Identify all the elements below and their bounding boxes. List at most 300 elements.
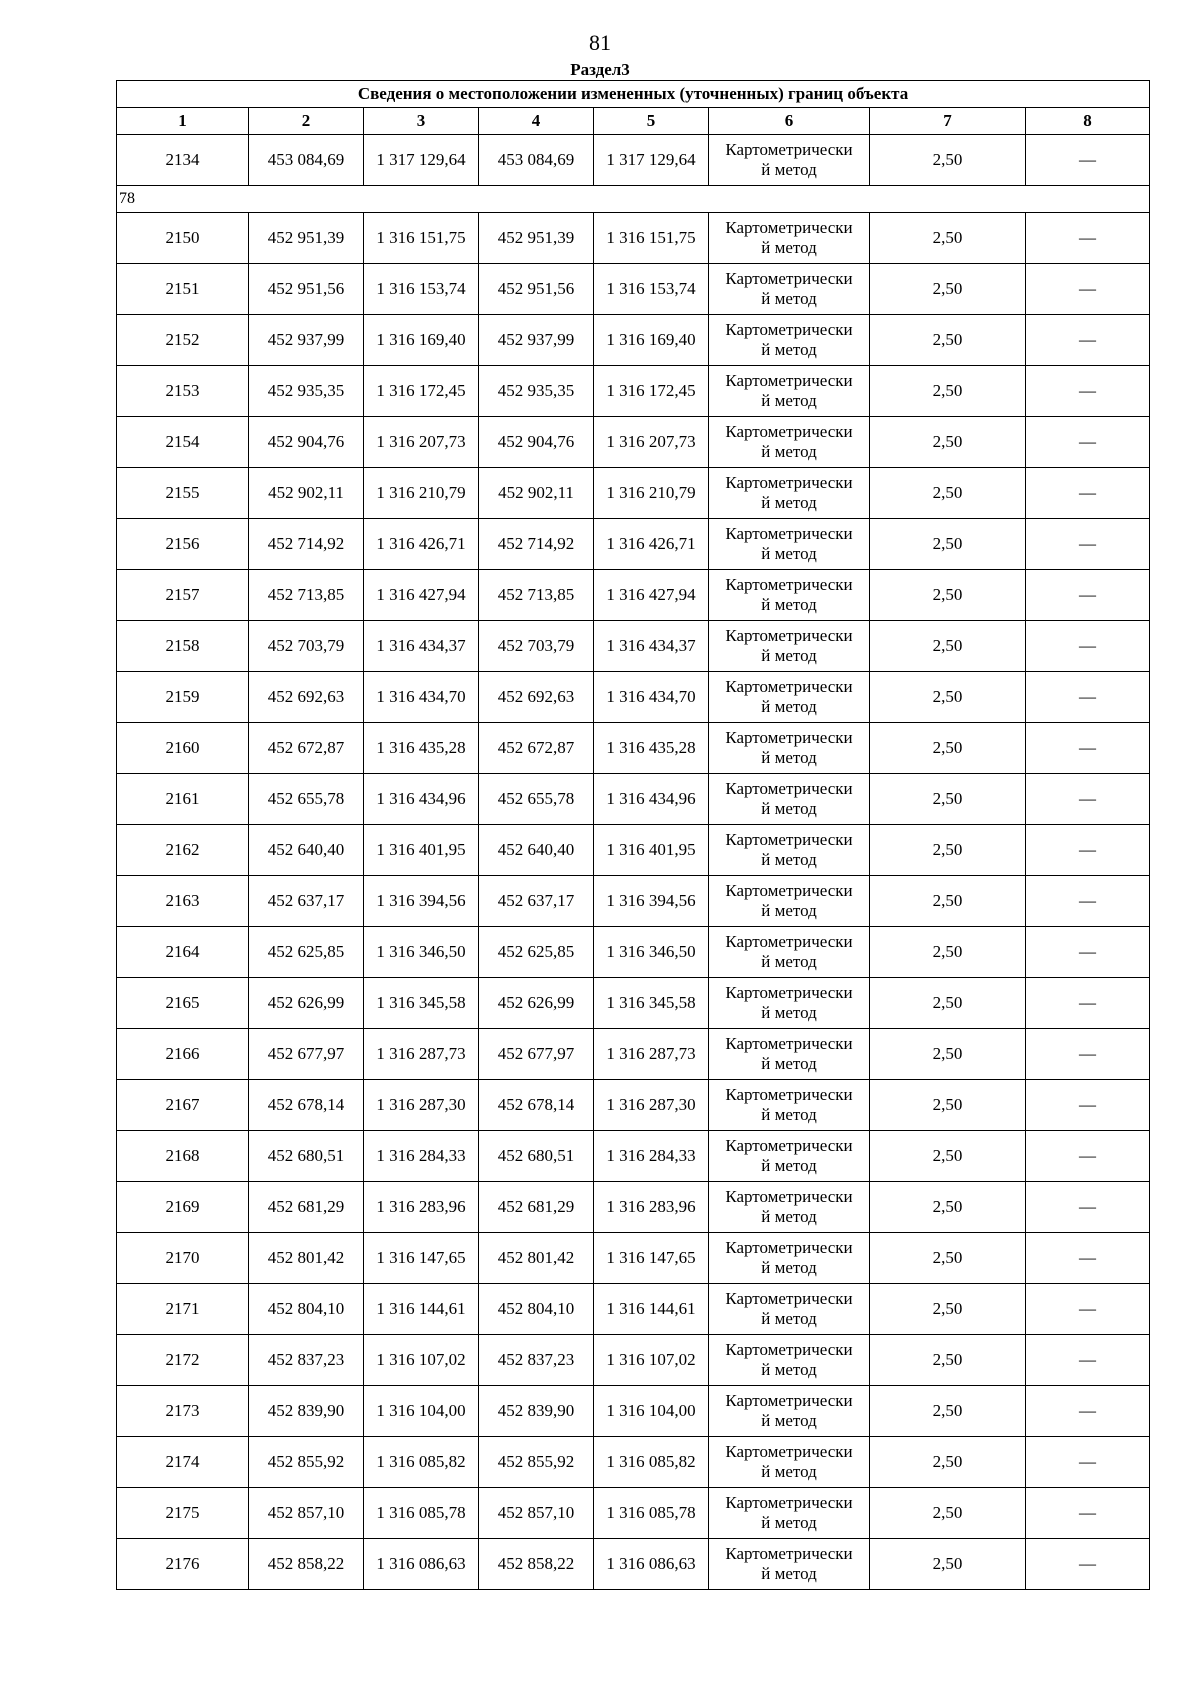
point-number-cell: 2161: [117, 774, 249, 825]
point-number-cell: 2174: [117, 1437, 249, 1488]
point-number-cell: 2166: [117, 1029, 249, 1080]
updated-x-cell: 452 703,79: [479, 621, 594, 672]
updated-y-cell: 1 316 144,61: [594, 1284, 709, 1335]
table-row: [117, 135, 1150, 186]
existing-x-cell: 452 951,39: [249, 213, 364, 264]
existing-y-cell: 1 316 434,96: [364, 774, 479, 825]
table-caption-row: [117, 81, 1150, 108]
existing-y-cell: 1 316 434,37: [364, 621, 479, 672]
point-number-cell: 2173: [117, 1386, 249, 1437]
table-row: [117, 978, 1150, 1029]
point-number-cell: 2176: [117, 1539, 249, 1590]
method-cell: [709, 723, 870, 774]
updated-x-cell: 452 714,92: [479, 519, 594, 570]
accuracy-cell: 2,50: [870, 366, 1026, 417]
updated-y-cell: 1 316 345,58: [594, 978, 709, 1029]
column-number-row: [117, 108, 1150, 135]
accuracy-cell: 2,50: [870, 621, 1026, 672]
existing-y-cell: 1 316 427,94: [364, 570, 479, 621]
method-cell: [709, 978, 870, 1029]
updated-y-cell: 1 316 086,63: [594, 1539, 709, 1590]
table-row: [117, 672, 1150, 723]
updated-y-cell: 1 316 085,78: [594, 1488, 709, 1539]
updated-y-cell: 1 316 434,70: [594, 672, 709, 723]
existing-y-cell: 1 316 169,40: [364, 315, 479, 366]
updated-x-cell: 452 855,92: [479, 1437, 594, 1488]
method-line-2: й метод: [761, 1003, 817, 1022]
updated-x-cell: 452 655,78: [479, 774, 594, 825]
existing-y-cell: 1 316 207,73: [364, 417, 479, 468]
description-cell: —: [1026, 876, 1150, 927]
updated-x-cell: 452 678,14: [479, 1080, 594, 1131]
existing-y-cell: 1 316 210,79: [364, 468, 479, 519]
point-number-cell: 2154: [117, 417, 249, 468]
updated-x-cell: 452 680,51: [479, 1131, 594, 1182]
method-line-1: Картометрически: [725, 1544, 853, 1563]
existing-x-cell: 452 640,40: [249, 825, 364, 876]
table-caption: Сведения о местоположении измененных (уточненных) границ объекта: [117, 81, 1150, 108]
existing-x-cell: 452 858,22: [249, 1539, 364, 1590]
updated-x-cell: 452 801,42: [479, 1233, 594, 1284]
table-row: [117, 825, 1150, 876]
description-cell: —: [1026, 774, 1150, 825]
existing-x-cell: 452 637,17: [249, 876, 364, 927]
method-line-1: Картометрически: [725, 1238, 853, 1257]
method-line-1: Картометрически: [725, 1493, 853, 1512]
method-line-2: й метод: [761, 901, 817, 920]
existing-x-cell: 452 678,14: [249, 1080, 364, 1131]
point-number-cell: 2134: [117, 135, 249, 186]
method-cell: [709, 774, 870, 825]
method-cell: [709, 519, 870, 570]
table-row: [117, 1437, 1150, 1488]
updated-y-cell: 1 316 434,37: [594, 621, 709, 672]
method-line-1: Картометрически: [725, 1340, 853, 1359]
existing-x-cell: 452 951,56: [249, 264, 364, 315]
method-cell: [709, 1029, 870, 1080]
point-number-cell: 2167: [117, 1080, 249, 1131]
point-number-cell: 2160: [117, 723, 249, 774]
method-line-2: й метод: [761, 952, 817, 971]
accuracy-cell: 2,50: [870, 519, 1026, 570]
accuracy-cell: 2,50: [870, 417, 1026, 468]
method-line-1: Картометрически: [725, 1187, 853, 1206]
description-cell: —: [1026, 1131, 1150, 1182]
accuracy-cell: 2,50: [870, 1539, 1026, 1590]
table-row: [117, 366, 1150, 417]
accuracy-cell: 2,50: [870, 1284, 1026, 1335]
description-cell: —: [1026, 1386, 1150, 1437]
point-number-cell: 2156: [117, 519, 249, 570]
description-cell: —: [1026, 1029, 1150, 1080]
updated-y-cell: 1 316 284,33: [594, 1131, 709, 1182]
point-number-cell: 2150: [117, 213, 249, 264]
contour-number: 78: [117, 186, 1150, 213]
existing-y-cell: 1 316 287,30: [364, 1080, 479, 1131]
description-cell: —: [1026, 417, 1150, 468]
method-line-2: й метод: [761, 544, 817, 563]
accuracy-cell: 2,50: [870, 927, 1026, 978]
updated-y-cell: 1 316 153,74: [594, 264, 709, 315]
existing-y-cell: 1 316 401,95: [364, 825, 479, 876]
method-line-2: й метод: [761, 799, 817, 818]
method-line-2: й метод: [761, 442, 817, 461]
method-cell: [709, 570, 870, 621]
updated-y-cell: 1 316 283,96: [594, 1182, 709, 1233]
method-line-1: Картометрически: [725, 626, 853, 645]
updated-y-cell: 1 316 104,00: [594, 1386, 709, 1437]
method-cell: [709, 1437, 870, 1488]
description-cell: —: [1026, 1488, 1150, 1539]
method-cell: [709, 1182, 870, 1233]
existing-y-cell: 1 316 283,96: [364, 1182, 479, 1233]
table-row: [117, 723, 1150, 774]
boundary-coordinates-table: [116, 80, 1150, 1590]
table-row: [117, 1131, 1150, 1182]
method-line-1: Картометрически: [725, 1085, 853, 1104]
updated-x-cell: 452 839,90: [479, 1386, 594, 1437]
method-line-2: й метод: [761, 289, 817, 308]
updated-x-cell: 452 640,40: [479, 825, 594, 876]
updated-y-cell: 1 316 107,02: [594, 1335, 709, 1386]
description-cell: —: [1026, 621, 1150, 672]
updated-x-cell: 452 713,85: [479, 570, 594, 621]
accuracy-cell: 2,50: [870, 1080, 1026, 1131]
table-row: [117, 417, 1150, 468]
method-cell: [709, 927, 870, 978]
method-cell: [709, 1335, 870, 1386]
method-line-2: й метод: [761, 1105, 817, 1124]
table-row: [117, 1539, 1150, 1590]
updated-y-cell: 1 316 210,79: [594, 468, 709, 519]
existing-x-cell: 452 935,35: [249, 366, 364, 417]
accuracy-cell: 2,50: [870, 876, 1026, 927]
existing-x-cell: 452 837,23: [249, 1335, 364, 1386]
table-row: [117, 927, 1150, 978]
table-row: [117, 1029, 1150, 1080]
updated-x-cell: 453 084,69: [479, 135, 594, 186]
existing-y-cell: 1 316 345,58: [364, 978, 479, 1029]
existing-y-cell: 1 316 107,02: [364, 1335, 479, 1386]
point-number-cell: 2159: [117, 672, 249, 723]
column-number: 4: [479, 108, 594, 135]
updated-y-cell: 1 316 435,28: [594, 723, 709, 774]
method-line-2: й метод: [761, 160, 817, 179]
updated-y-cell: 1 316 426,71: [594, 519, 709, 570]
method-cell: [709, 135, 870, 186]
method-cell: [709, 825, 870, 876]
method-line-2: й метод: [761, 1207, 817, 1226]
method-line-1: Картометрически: [725, 1034, 853, 1053]
accuracy-cell: 2,50: [870, 1131, 1026, 1182]
existing-y-cell: 1 317 129,64: [364, 135, 479, 186]
existing-y-cell: 1 316 085,82: [364, 1437, 479, 1488]
column-number: 2: [249, 108, 364, 135]
description-cell: —: [1026, 519, 1150, 570]
existing-y-cell: 1 316 151,75: [364, 213, 479, 264]
accuracy-cell: 2,50: [870, 570, 1026, 621]
table-row: [117, 621, 1150, 672]
point-number-cell: 2152: [117, 315, 249, 366]
method-line-1: Картометрически: [725, 983, 853, 1002]
method-line-1: Картометрически: [725, 575, 853, 594]
updated-y-cell: 1 316 434,96: [594, 774, 709, 825]
contour-group-row: [117, 186, 1150, 213]
description-cell: —: [1026, 468, 1150, 519]
updated-x-cell: 452 902,11: [479, 468, 594, 519]
table-row: [117, 774, 1150, 825]
description-cell: —: [1026, 1335, 1150, 1386]
method-line-2: й метод: [761, 850, 817, 869]
existing-x-cell: 452 655,78: [249, 774, 364, 825]
point-number-cell: 2163: [117, 876, 249, 927]
table-row: [117, 1488, 1150, 1539]
updated-x-cell: 452 937,99: [479, 315, 594, 366]
description-cell: —: [1026, 825, 1150, 876]
existing-x-cell: 452 855,92: [249, 1437, 364, 1488]
point-number-cell: 2153: [117, 366, 249, 417]
method-line-2: й метод: [761, 340, 817, 359]
updated-x-cell: 452 804,10: [479, 1284, 594, 1335]
method-line-1: Картометрически: [725, 524, 853, 543]
point-number-cell: 2164: [117, 927, 249, 978]
section-title: Раздел3: [570, 60, 630, 79]
description-cell: —: [1026, 213, 1150, 264]
existing-x-cell: 452 625,85: [249, 927, 364, 978]
existing-x-cell: 452 677,97: [249, 1029, 364, 1080]
accuracy-cell: 2,50: [870, 978, 1026, 1029]
existing-y-cell: 1 316 346,50: [364, 927, 479, 978]
method-line-2: й метод: [761, 1360, 817, 1379]
existing-y-cell: 1 316 287,73: [364, 1029, 479, 1080]
method-cell: [709, 1233, 870, 1284]
description-cell: —: [1026, 1539, 1150, 1590]
existing-y-cell: 1 316 086,63: [364, 1539, 479, 1590]
description-cell: —: [1026, 264, 1150, 315]
method-line-1: Картометрически: [725, 728, 853, 747]
updated-x-cell: 452 951,56: [479, 264, 594, 315]
accuracy-cell: 2,50: [870, 672, 1026, 723]
accuracy-cell: 2,50: [870, 1029, 1026, 1080]
point-number-cell: 2171: [117, 1284, 249, 1335]
point-number-cell: 2151: [117, 264, 249, 315]
method-line-2: й метод: [761, 748, 817, 767]
method-cell: [709, 468, 870, 519]
description-cell: —: [1026, 570, 1150, 621]
description-cell: —: [1026, 135, 1150, 186]
description-cell: —: [1026, 978, 1150, 1029]
description-cell: —: [1026, 1080, 1150, 1131]
method-line-1: Картометрически: [725, 371, 853, 390]
point-number-cell: 2172: [117, 1335, 249, 1386]
existing-y-cell: 1 316 147,65: [364, 1233, 479, 1284]
table-row: [117, 315, 1150, 366]
accuracy-cell: 2,50: [870, 774, 1026, 825]
existing-x-cell: 452 626,99: [249, 978, 364, 1029]
method-line-1: Картометрически: [725, 1289, 853, 1308]
accuracy-cell: 2,50: [870, 468, 1026, 519]
point-number-cell: 2168: [117, 1131, 249, 1182]
accuracy-cell: 2,50: [870, 264, 1026, 315]
updated-y-cell: 1 316 427,94: [594, 570, 709, 621]
method-line-1: Картометрически: [725, 269, 853, 288]
updated-x-cell: 452 951,39: [479, 213, 594, 264]
existing-y-cell: 1 316 085,78: [364, 1488, 479, 1539]
updated-x-cell: 452 637,17: [479, 876, 594, 927]
column-number: 3: [364, 108, 479, 135]
table-row: [117, 468, 1150, 519]
method-cell: [709, 1131, 870, 1182]
accuracy-cell: 2,50: [870, 1386, 1026, 1437]
method-cell: [709, 1386, 870, 1437]
method-line-2: й метод: [761, 1156, 817, 1175]
accuracy-cell: 2,50: [870, 825, 1026, 876]
table-row: [117, 264, 1150, 315]
existing-x-cell: 452 839,90: [249, 1386, 364, 1437]
updated-x-cell: 452 857,10: [479, 1488, 594, 1539]
method-cell: [709, 264, 870, 315]
method-cell: [709, 213, 870, 264]
updated-y-cell: 1 316 151,75: [594, 213, 709, 264]
point-number-cell: 2162: [117, 825, 249, 876]
updated-y-cell: 1 316 287,30: [594, 1080, 709, 1131]
table-row: [117, 1284, 1150, 1335]
accuracy-cell: 2,50: [870, 1437, 1026, 1488]
table-row: [117, 1335, 1150, 1386]
method-cell: [709, 1080, 870, 1131]
description-cell: —: [1026, 1182, 1150, 1233]
method-cell: [709, 876, 870, 927]
updated-x-cell: 452 625,85: [479, 927, 594, 978]
point-number-cell: 2175: [117, 1488, 249, 1539]
updated-x-cell: 452 672,87: [479, 723, 594, 774]
method-line-2: й метод: [761, 595, 817, 614]
method-line-2: й метод: [761, 1054, 817, 1073]
method-cell: [709, 672, 870, 723]
method-line-1: Картометрически: [725, 140, 853, 159]
updated-x-cell: 452 677,97: [479, 1029, 594, 1080]
point-number-cell: 2165: [117, 978, 249, 1029]
method-line-1: Картометрически: [725, 932, 853, 951]
accuracy-cell: 2,50: [870, 1335, 1026, 1386]
method-line-1: Картометрически: [725, 830, 853, 849]
method-line-2: й метод: [761, 1513, 817, 1532]
point-number-cell: 2155: [117, 468, 249, 519]
method-line-1: Картометрически: [725, 881, 853, 900]
accuracy-cell: 2,50: [870, 1233, 1026, 1284]
updated-x-cell: 452 692,63: [479, 672, 594, 723]
method-line-2: й метод: [761, 697, 817, 716]
method-line-1: Картометрически: [725, 218, 853, 237]
method-line-1: Картометрически: [725, 1442, 853, 1461]
table-row: [117, 1233, 1150, 1284]
method-line-2: й метод: [761, 1309, 817, 1328]
existing-y-cell: 1 316 172,45: [364, 366, 479, 417]
page-number: 81: [589, 30, 611, 55]
existing-x-cell: 452 902,11: [249, 468, 364, 519]
existing-y-cell: 1 316 434,70: [364, 672, 479, 723]
updated-y-cell: 1 316 169,40: [594, 315, 709, 366]
updated-x-cell: 452 626,99: [479, 978, 594, 1029]
method-cell: [709, 1284, 870, 1335]
updated-x-cell: 452 858,22: [479, 1539, 594, 1590]
existing-y-cell: 1 316 284,33: [364, 1131, 479, 1182]
table-row: [117, 213, 1150, 264]
existing-x-cell: 452 714,92: [249, 519, 364, 570]
method-line-1: Картометрически: [725, 779, 853, 798]
existing-x-cell: 452 904,76: [249, 417, 364, 468]
description-cell: —: [1026, 723, 1150, 774]
updated-y-cell: 1 316 147,65: [594, 1233, 709, 1284]
accuracy-cell: 2,50: [870, 1488, 1026, 1539]
method-line-1: Картометрически: [725, 677, 853, 696]
point-number-cell: 2157: [117, 570, 249, 621]
method-cell: [709, 366, 870, 417]
table-row: [117, 876, 1150, 927]
existing-y-cell: 1 316 144,61: [364, 1284, 479, 1335]
updated-x-cell: 452 681,29: [479, 1182, 594, 1233]
method-line-1: Картометрически: [725, 473, 853, 492]
existing-x-cell: 452 703,79: [249, 621, 364, 672]
table-row: [117, 519, 1150, 570]
existing-x-cell: 453 084,69: [249, 135, 364, 186]
table-row: [117, 1182, 1150, 1233]
accuracy-cell: 2,50: [870, 213, 1026, 264]
updated-x-cell: 452 837,23: [479, 1335, 594, 1386]
accuracy-cell: 2,50: [870, 1182, 1026, 1233]
updated-y-cell: 1 316 287,73: [594, 1029, 709, 1080]
method-line-2: й метод: [761, 493, 817, 512]
table-body: [117, 135, 1150, 1590]
description-cell: —: [1026, 315, 1150, 366]
method-line-2: й метод: [761, 1462, 817, 1481]
method-line-2: й метод: [761, 646, 817, 665]
column-number: 7: [870, 108, 1026, 135]
updated-y-cell: 1 316 085,82: [594, 1437, 709, 1488]
table-row: [117, 1080, 1150, 1131]
existing-y-cell: 1 316 435,28: [364, 723, 479, 774]
point-number-cell: 2158: [117, 621, 249, 672]
column-number: 8: [1026, 108, 1150, 135]
description-cell: —: [1026, 1437, 1150, 1488]
method-line-1: Картометрически: [725, 320, 853, 339]
updated-x-cell: 452 904,76: [479, 417, 594, 468]
existing-x-cell: 452 857,10: [249, 1488, 364, 1539]
method-cell: [709, 1488, 870, 1539]
existing-x-cell: 452 937,99: [249, 315, 364, 366]
column-number: 5: [594, 108, 709, 135]
updated-y-cell: 1 317 129,64: [594, 135, 709, 186]
existing-x-cell: 452 692,63: [249, 672, 364, 723]
description-cell: —: [1026, 927, 1150, 978]
updated-y-cell: 1 316 207,73: [594, 417, 709, 468]
updated-y-cell: 1 316 346,50: [594, 927, 709, 978]
existing-x-cell: 452 801,42: [249, 1233, 364, 1284]
method-line-2: й метод: [761, 1411, 817, 1430]
description-cell: —: [1026, 672, 1150, 723]
updated-x-cell: 452 935,35: [479, 366, 594, 417]
method-line-2: й метод: [761, 238, 817, 257]
column-number: 6: [709, 108, 870, 135]
existing-y-cell: 1 316 153,74: [364, 264, 479, 315]
table-row: [117, 570, 1150, 621]
method-cell: [709, 315, 870, 366]
point-number-cell: 2169: [117, 1182, 249, 1233]
updated-y-cell: 1 316 401,95: [594, 825, 709, 876]
description-cell: —: [1026, 366, 1150, 417]
description-cell: —: [1026, 1233, 1150, 1284]
existing-y-cell: 1 316 104,00: [364, 1386, 479, 1437]
